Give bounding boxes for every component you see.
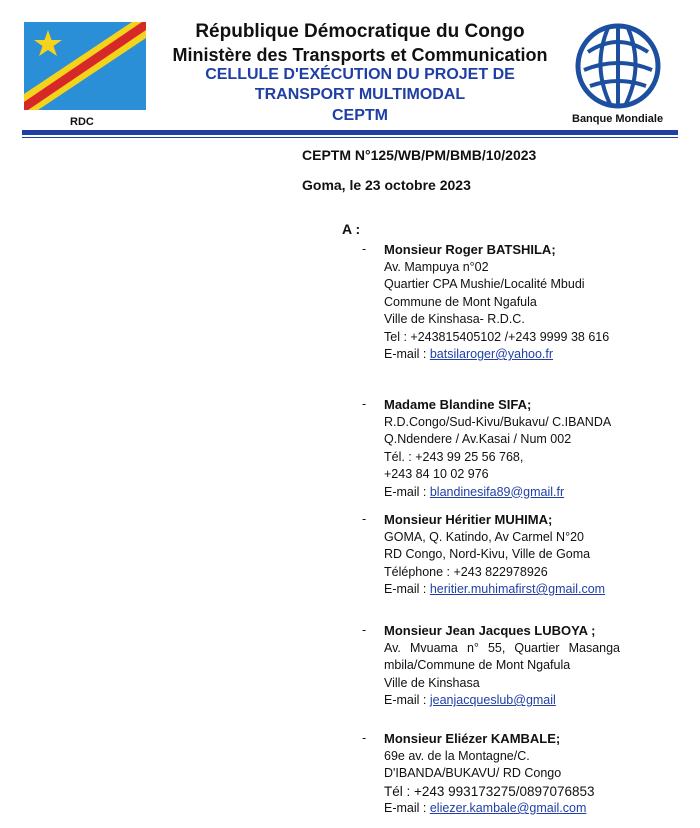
email-label: E-mail : xyxy=(384,347,427,361)
address-line: D'IBANDA/BUKAVU/ RD Congo xyxy=(384,766,562,780)
header-acronym: CEPTM xyxy=(332,107,388,124)
address-line: Av. Mvuama n° 55, Quartier Masanga mbila/Commune de Mont Ngafula xyxy=(384,640,620,672)
header-unit-line1: CELLULE D'EXÉCUTION DU PROJET DE xyxy=(205,66,515,83)
email-link[interactable]: blandinesifa89@gmail.fr xyxy=(429,484,565,499)
list-dash: - xyxy=(362,397,367,411)
header-unit-line2: TRANSPORT MULTIMODAL xyxy=(254,86,466,103)
address-line: Q.Ndendere / Av.Kasai / Num 002 xyxy=(384,432,572,446)
phone-line: Téléphone : +243 822978926 xyxy=(384,564,548,579)
header-divider-thin xyxy=(22,137,678,138)
phone-line: Tél : +243 993173275/0897076853 xyxy=(384,783,595,799)
address-line: Ville de Kinshasa- R.D.C. xyxy=(384,312,525,326)
recipients-label: A : xyxy=(342,221,361,237)
recipient-block xyxy=(362,730,622,818)
address-line: Av. Mampuya n°02 xyxy=(384,259,489,274)
phone-line: Tel : +243815405102 /+243 9999 38 616 xyxy=(384,329,610,344)
email-label: E-mail : xyxy=(384,484,427,499)
world-bank-globe-logo xyxy=(574,22,662,110)
address-line: 69e av. de la Montagne/C. xyxy=(384,748,530,763)
flag-caption: RDC xyxy=(70,116,94,128)
header-country: République Démocratique du Congo xyxy=(195,21,525,42)
list-dash: - xyxy=(362,731,367,745)
email-label: E-mail : xyxy=(384,693,427,707)
recipient-name: Madame Blandine SIFA; xyxy=(384,397,532,412)
address-line: R.D.Congo/Sud-Kivu/Bukavu/ C.IBANDA xyxy=(384,414,612,429)
letter-date: Goma, le 23 octobre 2023 xyxy=(302,177,471,193)
list-dash: - xyxy=(362,512,367,526)
recipient-block xyxy=(362,622,622,710)
list-dash: - xyxy=(362,623,367,637)
recipient-block xyxy=(362,511,622,599)
email-link[interactable]: heritier.muhimafirst@gmail.com xyxy=(429,582,606,596)
letter-reference: CEPTM N°125/WB/PM/BMB/10/2023 xyxy=(302,147,537,163)
email-line xyxy=(384,692,622,710)
phone-line: Tél. : +243 99 25 56 768, xyxy=(384,449,524,464)
recipient-name: Monsieur Jean Jacques LUBOYA ; xyxy=(384,623,596,638)
email-label: E-mail : xyxy=(384,582,427,596)
header-divider-thick xyxy=(22,130,678,135)
email-line xyxy=(384,581,622,599)
phone-line: +243 84 10 02 976 xyxy=(384,467,489,481)
header-ministry: Ministère des Transports et Communication xyxy=(172,45,548,65)
drc-flag-logo xyxy=(24,22,146,110)
recipient-name: Monsieur Héritier MUHIMA; xyxy=(384,512,553,527)
address-line: Quartier CPA Mushie/Localité Mbudi xyxy=(384,277,585,291)
recipient-block xyxy=(362,396,622,501)
email-link[interactable]: jeanjacqueslub@gmail xyxy=(429,693,556,707)
recipient-name: Monsieur Roger BATSHILA; xyxy=(384,242,556,257)
address-line: Commune de Mont Ngafula xyxy=(384,294,537,309)
list-dash: - xyxy=(362,242,367,256)
email-line xyxy=(384,800,622,818)
address-line: GOMA, Q. Katindo, Av Carmel N°20 xyxy=(384,529,584,544)
world-bank-caption: Banque Mondiale xyxy=(572,113,664,125)
email-line xyxy=(384,346,622,364)
recipient-name: Monsieur Eliézer KAMBALE; xyxy=(384,731,561,746)
email-link[interactable]: eliezer.kambale@gmail.com xyxy=(429,801,587,815)
address-line: RD Congo, Nord-Kivu, Ville de Goma xyxy=(384,547,591,561)
address-line: Ville de Kinshasa xyxy=(384,675,480,690)
email-link[interactable]: batsilaroger@yahoo.fr xyxy=(429,347,554,361)
recipient-block xyxy=(362,241,622,364)
email-label: E-mail : xyxy=(384,801,427,815)
email-line xyxy=(384,484,622,502)
